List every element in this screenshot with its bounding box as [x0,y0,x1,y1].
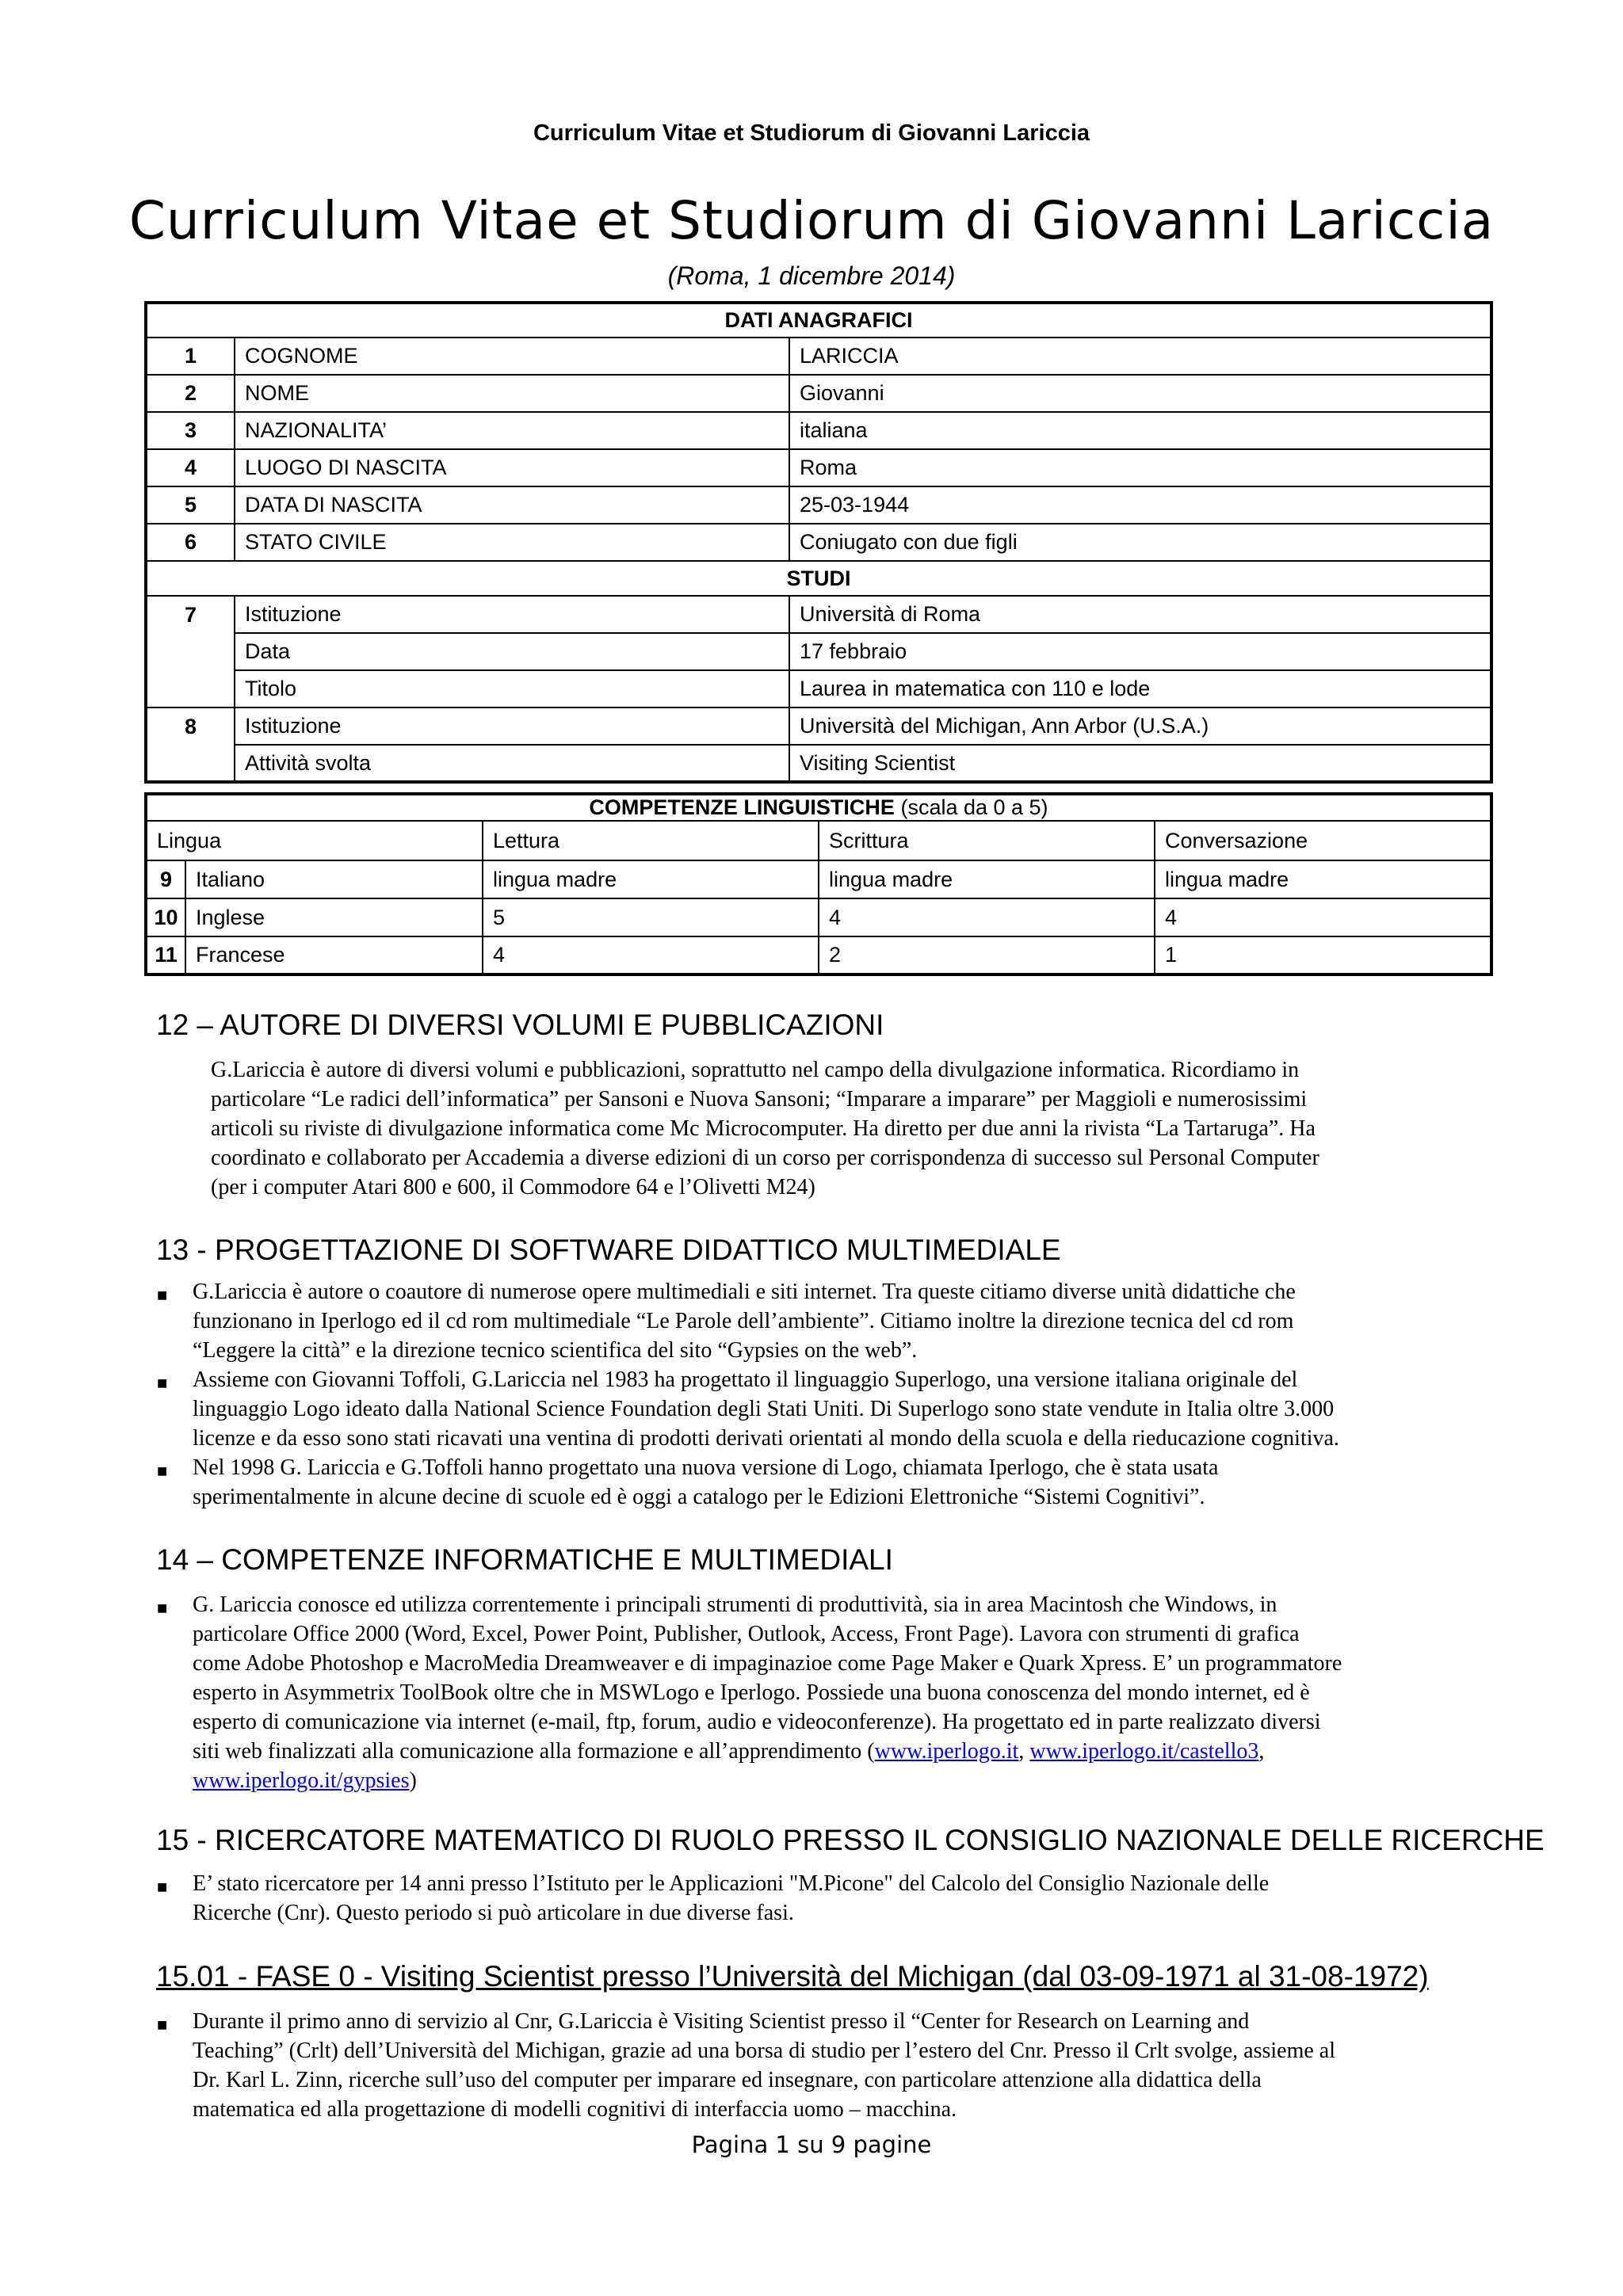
table-row: 10 Inglese 5 4 4 [146,898,1491,936]
table-row: 9 Italiano lingua madre lingua madre lingua madre [146,860,1491,898]
section-13-bullet-2: Assieme con Giovanni Toffoli, G.Lariccia nel 1983 ha progettato il linguaggio Superlogo, una versione italiana originale del linguaggio Logo ideato dalla National Science Foundation degli Stati Uniti. Di Superlogo sono state vendute in Italia oltre 3.000 licenze e da esso sono stati ricavati una ventina di prodotti derivati orientati al mondo della scuola e della rieducazione cognitiva. [193,1367,1339,1451]
table-row: 2 NOME Giovanni [146,375,1491,412]
section-13-bullet-1: G.Lariccia è autore o coautore di numerose opere multimediali e siti internet. Tra queste citiamo diverse unità didattiche che funzionano in Iperlogo ed il cd rom multimediale “Le Parole dell’ambiente”. Citiamo inoltre la direzione tecnica del cd rom “Leggere la città” e la direzione tecnico scientifica del sito “Gypsies on the web”. [193,1280,1296,1363]
section-15-01-heading: 15.01 - FASE 0 - Visiting Scientist presso l’Università del Michigan (dal 03-09-1971 al 31-08-1972) [156,1960,1429,1993]
table-row: 7 Istituzione Università di Roma [146,596,1491,633]
bullet-icon: ■ [157,1877,168,1897]
page-footer: Pagina 1 su 9 pagine [691,2131,932,2158]
link-iperlogo[interactable]: www.iperlogo.it [874,1739,1019,1764]
page-subtitle: (Roma, 1 dicembre 2014) [667,261,956,290]
table-row: 4 LUOGO DI NASCITA Roma [146,449,1491,486]
table-row: 8 Istituzione Università del Michigan, Ann Arbor (U.S.A.) [146,707,1491,745]
table-row: 1 COGNOME LARICCIA [146,338,1491,375]
section-15-text: E’ stato ricercatore per 14 anni presso l’Istituto per le Applicazioni "M.Picone" del Calcolo del Consiglio Nazionale delle Ricerche (Cnr). Questo periodo si può articolare in due diverse fasi. [193,1871,1270,1925]
table-row: 3 NAZIONALITA’ italiana [146,412,1491,449]
section-14-text: G. Lariccia conosce ed utilizza correntemente i principali strumenti di produttività, sia in area Macintosh che Windows, in particolare Office 2000 (Word, Excel, Power Point, Publisher, Outlook, Access, Front Page). Lavora con strumenti di grafica come Adobe Photoshop e MacroMedia Dreamweaver e di impaginazioe come Page Maker e Quark Xpress. E’ un programmatore esperto in Asymmetrix ToolBook oltre che in MSWLogo e Iperlogo. Possiede una buona conoscenza del mondo internet, ed è esperto di comunicazione via internet (e-mail, ftp, forum, audio e videoconferenze). Ha progettato ed in parte realizzato diversi siti web finalizzati alla comunicazione alla formazione e all’apprendimento (www.iperlogo.it, www.iperlogo.it/castello3, www.iperlogo.it/gypsies) [193,1592,1342,1793]
page-title: Curriculum Vitae et Studiorum di Giovanni Lariccia [128,190,1495,251]
lingue-table [144,792,1493,976]
bullet-icon: ■ [157,1461,168,1481]
link-iperlogo-gypsies[interactable]: www.iperlogo.it/gypsies [193,1768,410,1793]
lingue-heading: COMPETENZE LINGUISTICHE (scala da 0 a 5) [146,794,1491,821]
table-row: Data 17 febbraio [146,633,1491,670]
running-header: Curriculum Vitae et Studiorum di Giovanni Lariccia [533,120,1090,146]
table-header-row: Lingua Lettura Scrittura Conversazione [146,821,1491,860]
section-15-heading: 15 - RICERCATORE MATEMATICO DI RUOLO PRESSO IL CONSIGLIO NAZIONALE DELLE RICERCHE [156,1824,1545,1856]
section-15-01-text: Durante il primo anno di servizio al Cnr, G.Lariccia è Visiting Scientist presso il “Center for Research on Learning and Teaching” (Crlt) dell’Università del Michigan, grazie ad una borsa di studio per l’estero del Cnr. Presso il Crlt svolge, assieme al Dr. Karl L. Zinn, ricerche sull’uso del computer per imparare ed insegnare, con particolare attenzione alla didattica della matematica ed alla progettazione di modelli cognitivi di interfaccia uomo – macchina. [193,2009,1335,2122]
table-row: Attività svolta Visiting Scientist [146,745,1491,782]
bullet-icon: ■ [157,1598,168,1618]
anagrafica-table [144,301,1493,784]
section-13-bullet-3: Nel 1998 G. Lariccia e G.Toffoli hanno progettato una nuova versione di Logo, chiamata Iperlogo, che è stata usata sperimentalmente in alcune decine di scuole ed è oggi a catalogo per le Edizioni Elettroniche “Sistemi Cognitivi”. [193,1455,1219,1509]
bullet-icon: ■ [157,1373,168,1393]
section-14-heading: 14 – COMPETENZE INFORMATICHE E MULTIMEDIALI [156,1543,893,1576]
table-row: Titolo Laurea in matematica con 110 e lode [146,670,1491,707]
studi-heading: STUDI [146,561,1491,596]
section-13-heading: 13 - PROGETTAZIONE DI SOFTWARE DIDATTICO MULTIMEDIALE [156,1234,1061,1266]
link-iperlogo-castello3[interactable]: www.iperlogo.it/castello3 [1029,1739,1259,1764]
section-12-text: G.Lariccia è autore di diversi volumi e pubblicazioni, soprattutto nel campo della divulgazione informatica. Ricordiamo in particolare “Le radici dell’informatica” per Sansoni e Nuova Sansoni; “Imparare a imparare” per Maggioli e numerosissimi articoli su riviste di divulgazione informatica come Mc Microcomputer. Ha diretto per due anni la rivista “La Tartaruga”. Ha coordinato e collaborato per Accademia a diverse edizioni di un corso per corrispondenza di successo sul Personal Computer (per i computer Atari 800 e 600, il Commodore 64 e l’Olivetti M24) [211,1058,1319,1199]
bullet-icon: ■ [157,1285,168,1305]
section-12-heading: 12 – AUTORE DI DIVERSI VOLUMI E PUBBLICAZIONI [156,1009,884,1041]
table-row: 6 STATO CIVILE Coniugato con due figli [146,524,1491,561]
bullet-icon: ■ [157,2015,168,2035]
table-row: 11 Francese 4 2 1 [146,936,1491,974]
table-row: 5 DATA DI NASCITA 25-03-1944 [146,486,1491,524]
dati-heading: DATI ANAGRAFICI [146,303,1491,338]
